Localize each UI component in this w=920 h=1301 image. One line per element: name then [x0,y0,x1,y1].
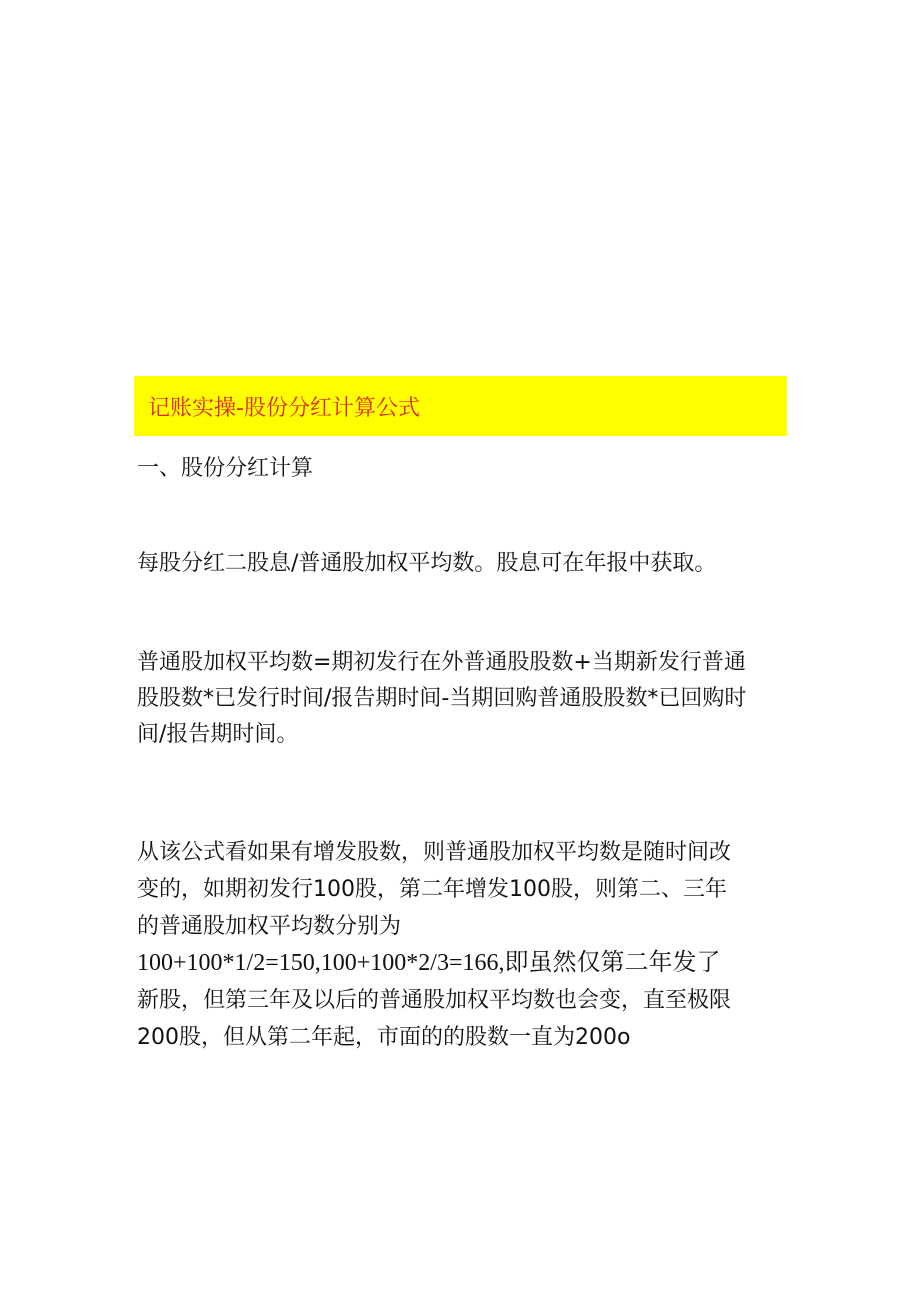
paragraph-line: 变的，如期初发行100股，第二年增发100股，则第二、三年 [137,877,727,902]
title-banner [134,376,787,436]
paragraph-line-formula: 100+100*1/2=150,100+100*2/3=166,即虽然仅第二年发了 [137,950,721,976]
paragraph-weighted-average-formula [137,645,797,753]
paragraph-eps-formula: 每股分红二股息/普通股加权平均数。股息可在年报中获取。 [137,551,717,576]
paragraph-line: 间/报告期时间。 [137,722,299,747]
paragraph-example [137,834,797,1056]
paragraph-line: 的普通股加权平均数分别为 [137,914,402,939]
document-title: 记账实操-股份分红计算公式 [148,395,420,421]
paragraph-line: 200股，但从第二年起，市面的的股数一直为200o [137,1025,631,1050]
paragraph-line: 普通股加权平均数=期初发行在外普通股股数+当期新发行普通 [137,650,746,675]
paragraph-line: 股股数*已发行时间/报告期时间-当期回购普通股股数*已回购时 [137,686,747,711]
paragraph-line: 新股，但第三年及以后的普通股加权平均数也会变，直至极限 [137,988,732,1013]
section-heading: 一、股份分红计算 [137,456,314,481]
paragraph-line: 从该公式看如果有增发股数，则普通股加权平均数是随时间改 [137,840,732,865]
